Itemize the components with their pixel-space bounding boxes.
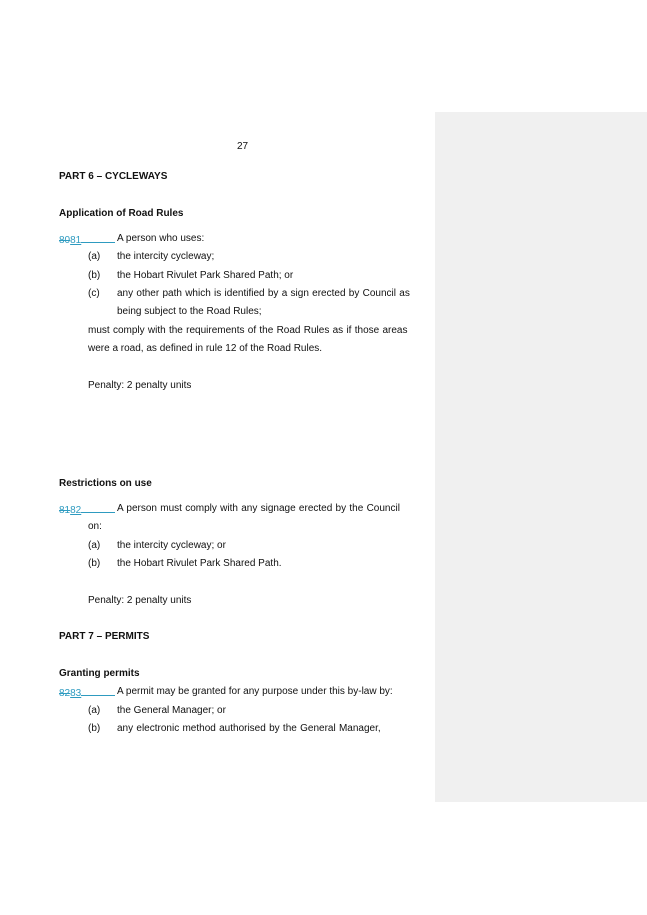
deleted-number: 81 xyxy=(59,505,71,516)
clause-text: A person who uses: xyxy=(117,233,205,244)
section-heading: Restrictions on use xyxy=(59,478,152,489)
section-heading: Granting permits xyxy=(59,668,140,679)
item-label: (b) xyxy=(88,723,101,734)
clause-text: A person must comply with any signage erected by the Council xyxy=(117,503,400,514)
clause-text: A permit may be granted for any purpose under this by-law by: xyxy=(117,686,393,697)
part-heading: PART 6 – CYCLEWAYS xyxy=(59,171,168,182)
clause-number xyxy=(59,685,115,701)
inserted-number: 81 xyxy=(70,235,82,246)
item-label: (b) xyxy=(88,270,101,281)
clause-text: were a road, as defined in rule 12 of the Road Rules. xyxy=(88,343,323,354)
tab-marker xyxy=(81,685,115,696)
item-text: the intercity cycleway; or xyxy=(117,540,226,551)
section-heading: Application of Road Rules xyxy=(59,208,184,219)
item-text: the Hobart Rivulet Park Shared Path; or xyxy=(117,270,294,281)
tab-marker xyxy=(81,502,115,513)
item-label: (a) xyxy=(88,540,101,551)
page-number: 27 xyxy=(237,141,249,152)
clause-number xyxy=(59,232,115,248)
clause-text: must comply with the requirements of the Road Rules as if those areas xyxy=(88,325,408,336)
item-text: the intercity cycleway; xyxy=(117,251,215,262)
tab-marker xyxy=(81,232,115,243)
item-text: any other path which is identified by a sign erected by Council as xyxy=(117,288,410,299)
item-text: being subject to the Road Rules; xyxy=(117,306,262,317)
penalty: Penalty: 2 penalty units xyxy=(88,595,192,606)
item-text: any electronic method authorised by the General Manager, xyxy=(117,723,381,734)
item-text: the Hobart Rivulet Park Shared Path. xyxy=(117,558,282,569)
item-label: (a) xyxy=(88,251,101,262)
item-text: the General Manager; or xyxy=(117,705,226,716)
inserted-number: 83 xyxy=(70,688,82,699)
item-label: (b) xyxy=(88,558,101,569)
penalty: Penalty: 2 penalty units xyxy=(88,380,192,391)
part-heading: PART 7 – PERMITS xyxy=(59,631,150,642)
item-label: (a) xyxy=(88,705,101,716)
clause-number xyxy=(59,502,115,518)
item-label: (c) xyxy=(88,288,100,299)
clause-text: on: xyxy=(88,521,102,532)
inserted-number: 82 xyxy=(70,505,82,516)
deleted-number: 82 xyxy=(59,688,71,699)
comment-margin xyxy=(435,112,647,802)
deleted-number: 80 xyxy=(59,235,71,246)
